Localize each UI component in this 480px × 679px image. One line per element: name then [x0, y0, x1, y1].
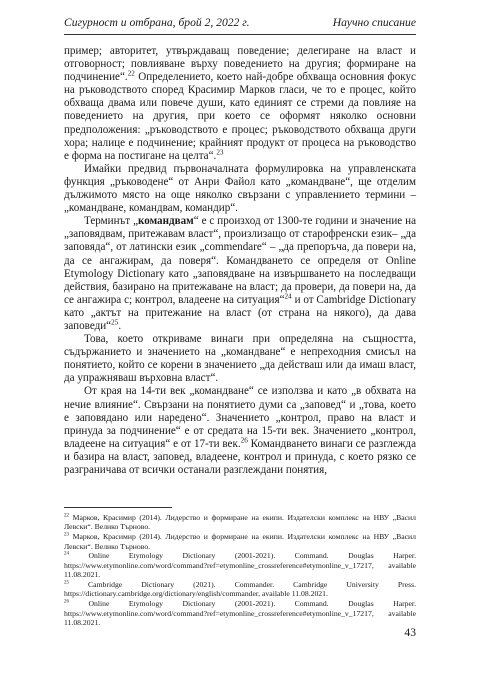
footnote-text: Cambridge Dictionary (2021). Commander. Cambridge University Press. https://dictionary.cambridge.org/dictionary/english/commander, available 11.08.2021. — [64, 580, 416, 599]
footnote-text: Online Etymology Dictionary (2001-2021). Command. Douglas Harper. https://www.etymonline.com/word/command?ref=etymonline_crossreference#etymonline_v_17217, available 11.08.2021. — [64, 551, 416, 580]
text-run: Терминът „ — [84, 215, 138, 228]
text-run: Определението, което най-добре обхваща основния фокус на ръководството според Красимир Марков гласи, че то е процес, който обхваща двама или повече души, като единият се стреми да повлияе на поведението на другия, при което се оформят няколко основни предположения: „ръководството е процес; ръководството обхваща други хора; налице е подчинение; крайният продукт от процеса на ръководство е форма на постигане на целта“. — [64, 71, 416, 162]
footnote-text: Марков, Красимир (2014). Лидерство и формиране на екипи. Издателски комплекс на НВУ „Васил Левски“. Велико Търново. — [64, 513, 416, 532]
emphasized-term: командвам — [138, 215, 194, 228]
body-paragraph — [64, 333, 416, 385]
footnote — [64, 532, 416, 551]
footnote-reference: 26 — [240, 436, 248, 445]
footnote — [64, 580, 416, 599]
page-number: 43 — [404, 626, 416, 639]
footnote-number: 24 — [64, 551, 69, 557]
text-run: Командването винаги се разглежда и базира на власт, заповед, владеене, контрол и принуда, с което рязко се разграничава от всички останали разглеждани понятия, — [64, 437, 416, 476]
footnote-reference: 25 — [111, 318, 119, 327]
footnote-text: Online Etymology Dictionary (2001-2021). Command. Douglas Harper. https://www.etymonline.com/word/command?ref=etymonline_crossreference#etymonline_v_17217, available 11.08.2021. — [64, 599, 416, 628]
journal-issue-label: Сигурност и отбрана, брой 2, 2022 г. — [64, 16, 250, 29]
article-body — [64, 45, 416, 477]
footnote-text: Марков, Красимир (2014). Лидерство и формиране на екипи. Издателски комплекс на НВУ „Васил Левски“. Велико Търново. — [64, 532, 416, 551]
body-paragraph — [64, 385, 416, 477]
footnote-reference: 24 — [284, 292, 292, 301]
body-paragraph — [64, 45, 416, 163]
footnote-reference: 22 — [127, 69, 135, 78]
footnote-reference: 23 — [216, 148, 224, 157]
body-paragraph — [64, 163, 416, 215]
running-header — [64, 16, 416, 34]
footnote-number: 26 — [64, 599, 69, 605]
text-run: Това, което откриваме винаги при определяна на същността, съдържанието и значението на „командване“ е непреходния смисъл на понятието, който се корени в значението „да действаш или да имаш власт, да упражняваш върховна власт“. — [64, 333, 416, 385]
journal-type-label: Научно списание — [332, 16, 416, 29]
footnote-number: 25 — [64, 580, 69, 586]
footnotes — [64, 513, 416, 628]
text-run: “ е с произход от 1300-те години и значение на „заповядвам, притежавам власт“, произлизащо от старофренски език– „да заповяда“, от латински език „commendare“ – „да препоръча, да повери на, да се ангажирам, да поверя“. Командването се определя от Online Etymology Dictionary като „заповядване на извършването на последващи действия, базирано на притежаване на власт; да провери, да повери на, да се ангажира с; контрол, владеене на ситуация“ — [64, 215, 416, 306]
footnote-divider — [64, 507, 172, 508]
header-divider — [64, 34, 416, 35]
footnote — [64, 551, 416, 579]
footnote-number: 23 — [64, 532, 69, 538]
footnote-number: 22 — [64, 513, 69, 519]
text-run: От края на 14-ти век „командване“ се използва и като „в обхвата на нечие влияние“. Свързани на понятието думи са „заповед“ и „това, което е заповядано или наредено“. Значението „контрол, право на власт и принуда за подчинение“ е от средата на 15-ти век. Значението „контрол, владеене на ситуация“ е от 17-ти век. — [64, 385, 416, 450]
text-run: Имайки предвид първоначалната формулировка на управленската функция „ръководене“ от Анри Файол като „командване“, ще отделим дължимото място на още няколко свързани с управлението термини – „командване, командвам, командир“. — [64, 162, 416, 215]
footnote — [64, 599, 416, 627]
text-run: пример; авторитет, утвърждаващ поведение; делегиране на власт и отговорност; повлияване върху поведението на другия; формиране на подчинение“. — [64, 45, 416, 84]
footnote — [64, 513, 416, 532]
text-run: . — [118, 319, 122, 332]
text-run: и от Cambridge Dictionary като „актът на притежание на власт (от страна на някого), да дава заповеди“ — [64, 293, 416, 332]
body-paragraph — [64, 215, 416, 333]
